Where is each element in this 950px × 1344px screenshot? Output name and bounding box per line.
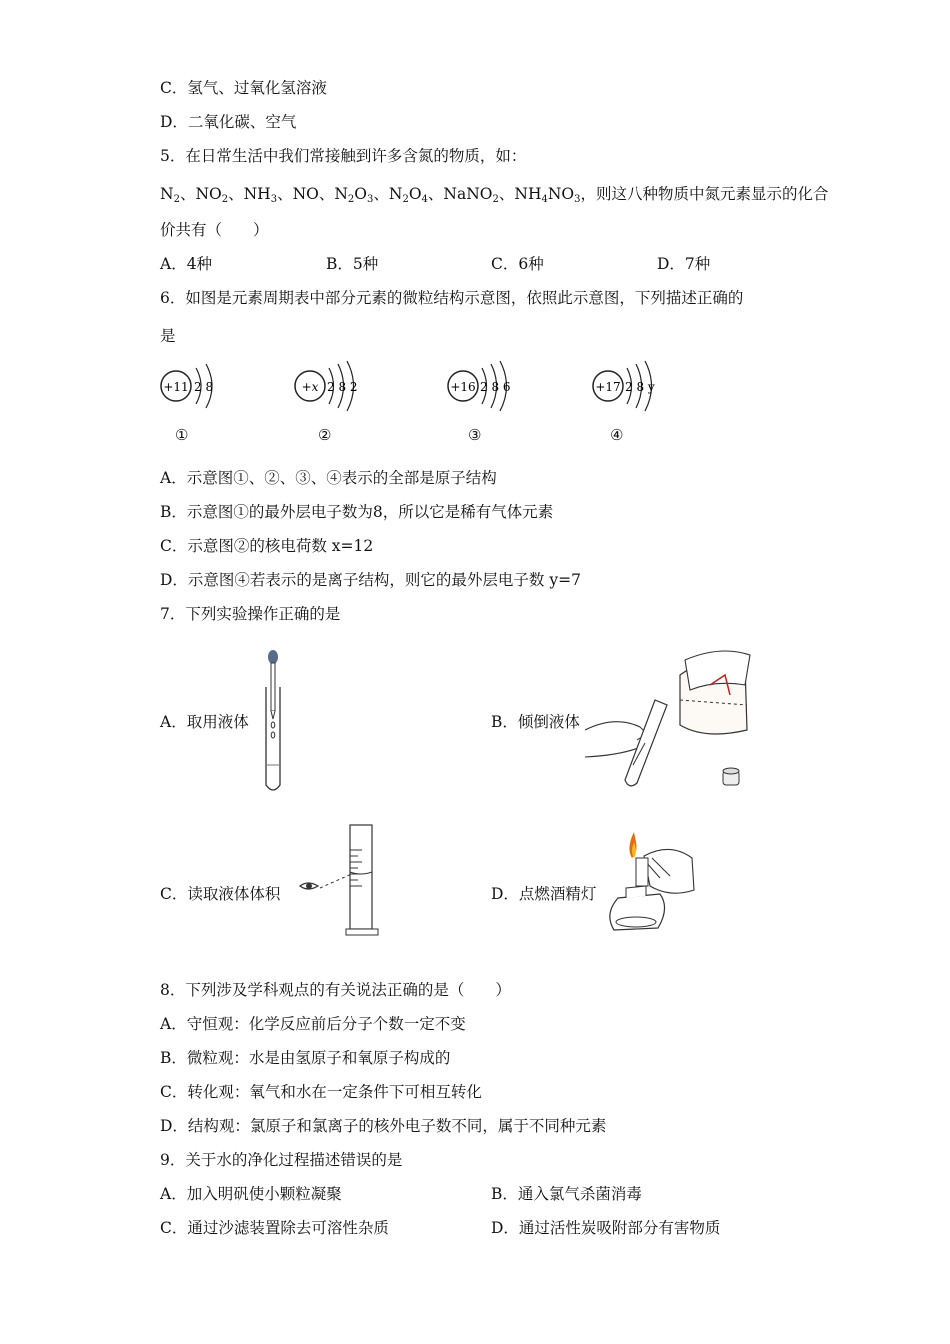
svg-text:+x: +x [301,380,319,394]
q7-option-b: B．倾倒液体 [491,713,580,731]
q7-stem: 7．下列实验操作正确的是 [160,605,341,623]
q9-stem: 9．关于水的净化过程描述错误的是 [160,1151,403,1169]
pouring-liquid-illustration [585,645,755,795]
q5-formula-line: $N_2$、$NO_2$、$NH_3$、NO、$N_2O_3$、$N_2O_4$、NaNO$_2$、$NH_4NO_3$，则这八种物质中氮元素显示的化合 [160,185,829,205]
atom-label-3: ③ [468,426,482,444]
svg-text:2 8 2: 2 8 2 [327,380,358,394]
q9-option-c: C．通过沙滤装置除去可溶性杂质 [160,1219,389,1237]
atom-label-1: ① [175,426,189,444]
q8-option-a: A．守恒观：化学反应前后分子个数一定不变 [160,1015,466,1033]
q7-option-d: D．点燃酒精灯 [491,885,597,903]
atom-label-4: ④ [610,426,624,444]
svg-text:+17: +17 [595,380,621,394]
dropper-test-tube-illustration [258,645,288,795]
q5-option-c: C．6种 [491,255,544,273]
atom-label-2: ② [318,426,332,444]
q5-tail: 价共有（ ） [160,221,269,239]
q9-option-d: D．通过活性炭吸附部分有害物质 [491,1219,721,1237]
q6-stem-1: 6．如图是元素周期表中部分元素的微粒结构示意图，依照此示意图，下列描述正确的 [160,289,744,307]
q6-option-b: B．示意图①的最外层电子数为8，所以它是稀有气体元素 [160,503,554,521]
q5-option-b: B．5种 [326,255,379,273]
atom-diagram-1 [158,360,238,416]
q6-option-d: D．示意图④若表示的是离子结构，则它的最外层电子数 y=7 [160,571,581,589]
q6-option-c: C．示意图②的核电荷数 x=12 [160,537,374,555]
svg-text:+11: +11 [163,380,189,394]
q8-option-c: C．转化观：氧气和水在一定条件下可相互转化 [160,1083,482,1101]
q4-option-d: D．二氧化碳、空气 [160,113,297,131]
atom-diagram-3 [445,360,525,416]
q8-stem: 8．下列涉及学科观点的有关说法正确的是（ ） [160,981,511,999]
q7-option-a: A．取用液体 [160,713,249,731]
q7-option-c: C．读取液体体积 [160,885,281,903]
q5-option-d: D．7种 [657,255,711,273]
q6-option-a: A．示意图①、②、③、④表示的全部是原子结构 [160,469,497,487]
svg-text:2 8 6: 2 8 6 [480,380,511,394]
q5-stem: 5．在日常生活中我们常接触到许多含氮的物质，如： [160,147,527,165]
q9-option-a: A．加入明矾使小颗粒凝聚 [160,1185,342,1203]
atom-diagram-2 [292,360,372,416]
q9-option-b: B．通入氯气杀菌消毒 [491,1185,642,1203]
svg-text:2 8: 2 8 [194,380,214,394]
alcohol-lamp-lighting-illustration [600,828,700,940]
atom-diagram-4 [590,360,670,416]
graduated-cylinder-illustration [292,820,387,940]
svg-text:2 8 y: 2 8 y [625,380,655,394]
q8-option-d: D．结构观：氯原子和氯离子的核外电子数不同，属于不同种元素 [160,1117,607,1135]
q8-option-b: B．微粒观：水是由氢原子和氧原子构成的 [160,1049,451,1067]
q5-option-a: A．4种 [160,255,213,273]
svg-text:+16: +16 [450,380,476,394]
q6-stem-2: 是 [160,327,176,345]
q4-option-c: C．氢气、过氧化氢溶液 [160,79,327,97]
